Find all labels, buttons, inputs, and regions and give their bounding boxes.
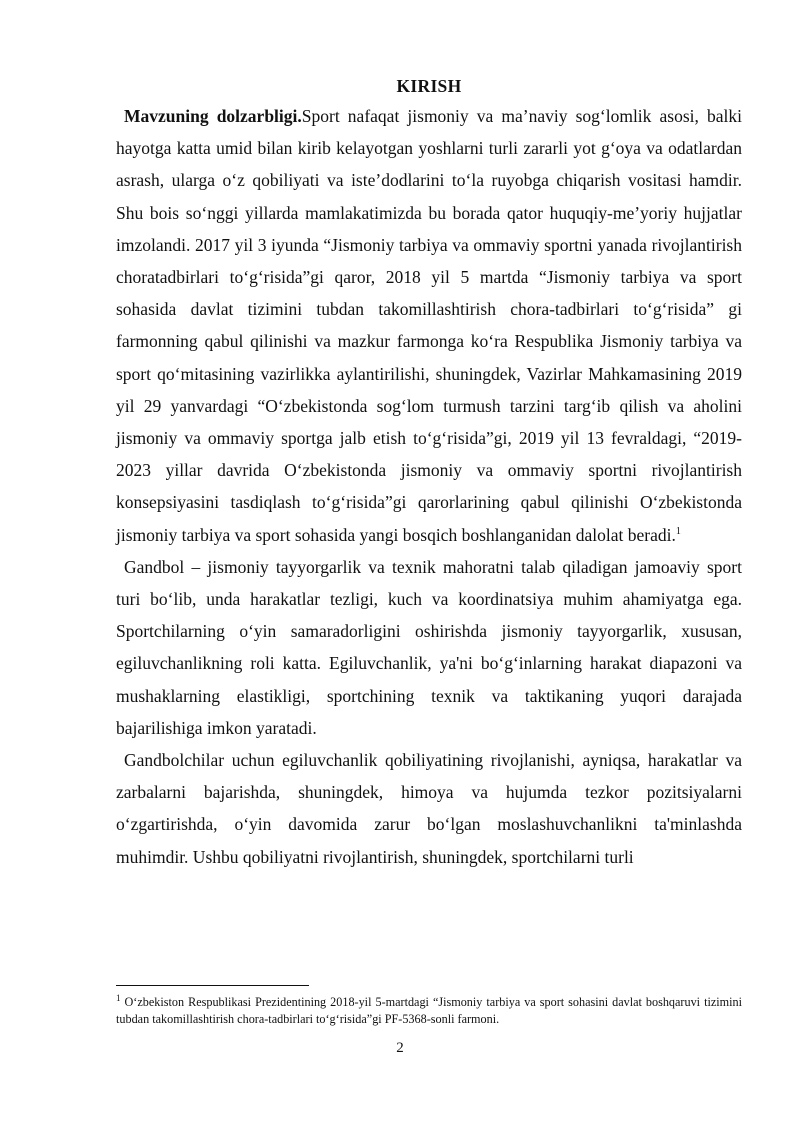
footnote-number: 1 <box>116 992 121 1003</box>
paragraph-text: Sport nafaqat jismoniy va ma’naviy sog‘lomlik asosi, balki hayotga katta umid bilan kirib kelayotgan yoshlarni turli zararli yot g‘oya va odatlardan asrash, ularga o‘z qobiliyati va iste’dodlarini to‘la ruyobga chiqarish vositasi hamdir. Shu bois so‘nggi yillarda mamlakatimizda bu borada qator huquqiy-me’yoriy hujjatlar imzolandi. 2017 yil 3 iyunda “Jismoniy tarbiya va ommaviy sportni yanada rivojlantirish choratadbirlari to‘g‘risida”gi qaror, 2018 yil 5 martda “Jismoniy tarbiya va sport sohasida davlat tizimini tubdan takomillashtirish chora-tadbirlari to‘g‘risida” gi farmonning qabul qilinishi va mazkur farmonga ko‘ra Respublika Jismoniy tarbiya va sport qo‘mitasining vazirlikka aylantirilishi, shuningdek, Vazirlar Mahkamasining 2019 yil 29 yanvardagi “O‘zbekistonda sog‘lom turmush tarzini targ‘ib qilish va aholini jismoniy va ommaviy sportga jalb etish to‘g‘risida”gi, 2019 yil 13 fevraldagi, “2019-2023 yillar davrida O‘zbekistonda jismoniy va ommaviy sportni rivojlantirish konsepsiyasini tasdiqlash to‘g‘risida”gi qarorlarining qabul qilinishi O‘zbekistonda jismoniy tarbiya va sport sohasida yangi bosqich boshlanganidan dalolat beradi. <box>116 106 742 545</box>
paragraph-text: Gandbolchilar uchun egiluvchanlik qobiliyatining rivojlanishi, ayniqsa, harakatlar va zarbalarni bajarishda, shuningdek, himoya va hujumda tezkor pozitsiyalarni o‘zgartirishda, o‘yin davomida zarur bo‘lgan moslashuvchanlikni ta'minlashda muhimdir. Ushbu qobiliyatni rivojlantirish, shuningdek, sportchilarni turli <box>116 750 742 867</box>
paragraph-lead: Mavzuning dolzarbligi. <box>124 106 302 126</box>
page-number: 2 <box>396 1040 404 1056</box>
section-heading: KIRISH <box>396 76 462 96</box>
paragraph-handball <box>116 551 742 744</box>
document-body <box>116 74 742 873</box>
footnote-reference[interactable]: 1 <box>675 525 681 537</box>
footnote-text: O‘zbekiston Respublikasi Prezidentining 2018-yil 5-martdagi “Jismoniy tarbiya va sport sohasini davlat boshqaruvi tizimini tubdan takomillashtirish chora-tadbirlari to‘g‘risida”gi PF-5368-sonli farmoni. <box>116 995 742 1026</box>
footnote <box>116 994 742 1028</box>
footnote-divider <box>116 985 309 986</box>
paragraph-relevance <box>116 100 742 551</box>
paragraph-text: Gandbol – jismoniy tayyorgarlik va texnik mahoratni talab qiladigan jamoaviy sport turi bo‘lib, unda harakatlar tezligi, kuch va koordinatsiya muhim ahamiyatga ega. Sportchilarning o‘yin samaradorligini oshirishda jismoniy tayyorgarlik, xususan, egiluvchanlikning roli katta. Egiluvchanlik, ya'ni bo‘g‘inlarning harakat diapazoni va mushaklarning elastikligi, sportchining texnik va taktikaning yuqori darajada bajarilishiga imkon yaratadi. <box>116 556 742 738</box>
paragraph-flexibility <box>116 744 742 873</box>
